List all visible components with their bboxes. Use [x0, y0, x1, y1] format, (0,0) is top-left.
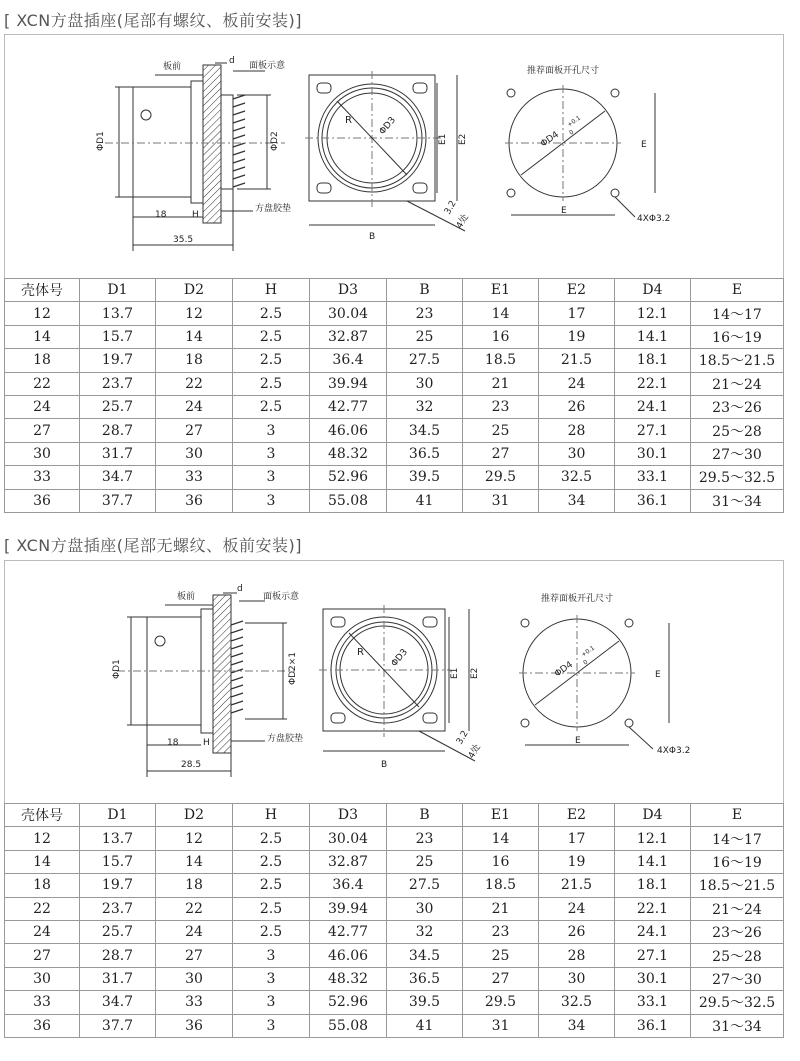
table-cell: 30.04: [310, 827, 387, 850]
table-cell: 14: [156, 850, 233, 873]
table-cell: 31.7: [80, 442, 156, 465]
table-cell: 46.06: [310, 944, 387, 967]
table-header-cell: D3: [310, 804, 387, 827]
table-cell: 42.77: [310, 395, 387, 418]
table-cell: 22: [156, 897, 233, 920]
table-cell: 48.32: [310, 967, 387, 990]
table-cell: 21: [463, 372, 539, 395]
table-cell: 27: [156, 419, 233, 442]
table-row: [5, 442, 784, 465]
label-len-total: 28.5: [181, 760, 202, 770]
drawing-panel: [4, 34, 784, 279]
table-cell: 23～26: [691, 395, 784, 418]
table-cell: 14: [5, 850, 80, 873]
table-cell: 23: [463, 395, 539, 418]
table-header-cell: D3: [310, 279, 387, 302]
table-row: [5, 897, 784, 920]
table-cell: 3: [233, 489, 310, 512]
table-cell: 14: [463, 827, 539, 850]
table-cell: 28.7: [80, 944, 156, 967]
table-cell: 32.5: [539, 991, 615, 1014]
table-header-cell: H: [233, 804, 310, 827]
table-cell: 26: [539, 395, 615, 418]
table-cell: 27.1: [615, 419, 691, 442]
table-cell: 2.5: [233, 372, 310, 395]
table-cell: 55.08: [310, 1014, 387, 1037]
table-cell: 2.5: [233, 827, 310, 850]
table-cell: 18: [5, 349, 80, 372]
table-cell: 27.1: [615, 944, 691, 967]
label-holes: 4XΦ3.2: [657, 746, 691, 756]
table-row: [5, 874, 784, 897]
label-H: H: [203, 738, 210, 748]
table-cell: 22.1: [615, 372, 691, 395]
table-cell: 25: [387, 850, 463, 873]
table-cell: 25～28: [691, 419, 784, 442]
table-cell: 18: [5, 874, 80, 897]
table-cell: 2.5: [233, 920, 310, 943]
table-cell: 34.7: [80, 991, 156, 1014]
label-D2: ΦD2: [270, 131, 280, 151]
label-len18: 18: [167, 738, 179, 748]
table-cell: 27: [463, 967, 539, 990]
table-row: [5, 302, 784, 325]
table-cell: 25: [463, 419, 539, 442]
label-front: 板前: [163, 62, 182, 72]
label-E1: E1: [438, 133, 448, 145]
table-cell: 14: [5, 325, 80, 348]
table-cell: 16: [463, 325, 539, 348]
table-cell: 42.77: [310, 920, 387, 943]
front-view: [305, 71, 465, 231]
label-len-total: 35.5: [173, 235, 194, 245]
section-title: [ XCN方盘插座(尾部有螺纹、板前安装)]: [4, 11, 302, 30]
table-cell: 30: [5, 967, 80, 990]
table-cell: 31～34: [691, 1014, 784, 1037]
label-len18: 18: [155, 210, 167, 220]
table-row: [5, 1014, 784, 1037]
table-cell: 21～24: [691, 372, 784, 395]
table-cell: 16～19: [691, 850, 784, 873]
table-cell: 27.5: [387, 874, 463, 897]
label-D1: ΦD1: [112, 659, 122, 679]
front-view: [319, 605, 475, 761]
table-header-row: [5, 279, 784, 302]
table-cell: 3: [233, 944, 310, 967]
table-header-cell: 壳体号: [5, 804, 80, 827]
table-header-cell: E2: [539, 804, 615, 827]
table-header-cell: E: [691, 804, 784, 827]
table-cell: 55.08: [310, 489, 387, 512]
table-cell: 13.7: [80, 302, 156, 325]
table-cell: 15.7: [80, 850, 156, 873]
table-header-cell: H: [233, 279, 310, 302]
label-E: E: [641, 140, 647, 150]
table-cell: 15.7: [80, 325, 156, 348]
table-cell: 33.1: [615, 466, 691, 489]
table-cell: 29.5～32.5: [691, 466, 784, 489]
table-cell: 36: [5, 489, 80, 512]
table-header-cell: D1: [80, 279, 156, 302]
table-cell: 24: [5, 920, 80, 943]
table-cell: 48.32: [310, 442, 387, 465]
table-cell: 22: [5, 897, 80, 920]
table-cell: 27～30: [691, 442, 784, 465]
table-cell: 32.87: [310, 325, 387, 348]
table-cell: 3: [233, 442, 310, 465]
label-four: 4处: [466, 742, 483, 761]
table-cell: 18.5: [463, 874, 539, 897]
table-cell: 14～17: [691, 302, 784, 325]
table-cell: 36.5: [387, 442, 463, 465]
table-header-cell: E: [691, 279, 784, 302]
table-cell: 25～28: [691, 944, 784, 967]
table-cell: 27～30: [691, 967, 784, 990]
table-cell: 29.5: [463, 466, 539, 489]
table-cell: 30.1: [615, 967, 691, 990]
table-cell: 24: [539, 897, 615, 920]
table-cell: 24: [539, 372, 615, 395]
table-header-cell: D2: [156, 804, 233, 827]
table-cell: 23.7: [80, 372, 156, 395]
table-cell: 34.5: [387, 419, 463, 442]
label-D1: ΦD1: [96, 131, 106, 151]
table-cell: 37.7: [80, 489, 156, 512]
label-H: H: [192, 210, 199, 220]
table-cell: 34.5: [387, 944, 463, 967]
section-title: [ XCN方盘插座(尾部无螺纹、板前安装)]: [4, 536, 302, 555]
table-cell: 36.4: [310, 349, 387, 372]
table-row: [5, 325, 784, 348]
table-cell: 24.1: [615, 920, 691, 943]
cutout-view: [519, 615, 669, 749]
label-gasket: 方盘胶垫: [255, 204, 292, 214]
label-panel: 面板示意: [249, 61, 286, 71]
label-thick: 3.2: [454, 729, 471, 747]
table-body: [5, 827, 784, 1038]
label-E1: E1: [450, 667, 460, 679]
table-cell: 18.1: [615, 349, 691, 372]
table-header-row: [5, 804, 784, 827]
label-four: 4处: [454, 212, 471, 231]
table-header-cell: E2: [539, 279, 615, 302]
table-row: [5, 944, 784, 967]
table-cell: 33: [156, 991, 233, 1014]
table-cell: 24: [156, 920, 233, 943]
table-cell: 39.94: [310, 897, 387, 920]
table-row: [5, 349, 784, 372]
label-E-bottom: E: [561, 206, 567, 216]
table-cell: 33: [5, 466, 80, 489]
table-cell: 33: [5, 991, 80, 1014]
label-D4: ΦD4: [552, 659, 575, 680]
table-cell: 2.5: [233, 874, 310, 897]
table-cell: 31: [463, 489, 539, 512]
table-header-cell: E1: [463, 804, 539, 827]
table-cell: 2.5: [233, 395, 310, 418]
table-row: [5, 466, 784, 489]
table-cell: 12.1: [615, 302, 691, 325]
table-cell: 32.5: [539, 466, 615, 489]
label-R: R: [345, 115, 352, 126]
table-cell: 32: [387, 395, 463, 418]
label-d: d: [237, 584, 243, 594]
label-panel: 面板示意: [263, 592, 300, 602]
table-cell: 39.94: [310, 372, 387, 395]
label-E2: E2: [458, 133, 468, 145]
label-E-bottom: E: [575, 736, 581, 746]
table-cell: 3: [233, 1014, 310, 1037]
table-cell: 36.5: [387, 967, 463, 990]
table-cell: 12.1: [615, 827, 691, 850]
table-cell: 37.7: [80, 1014, 156, 1037]
table-cell: 18.5～21.5: [691, 874, 784, 897]
table-row: [5, 991, 784, 1014]
table-cell: 24: [156, 395, 233, 418]
table-body: [5, 302, 784, 513]
table-cell: 18.5: [463, 349, 539, 372]
table-cell: 29.5: [463, 991, 539, 1014]
table-cell: 3: [233, 466, 310, 489]
table-cell: 28: [539, 944, 615, 967]
table-cell: 36: [156, 1014, 233, 1037]
table-header-cell: B: [387, 279, 463, 302]
label-D3: ΦD3: [389, 647, 410, 669]
table-row: [5, 920, 784, 943]
technical-drawing: [5, 561, 783, 804]
label-d: d: [229, 56, 235, 66]
label-tol-zero: 0: [568, 128, 576, 137]
table-cell: 36: [5, 1014, 80, 1037]
label-front: 板前: [177, 592, 196, 602]
side-view: [105, 63, 285, 251]
table-cell: 14: [463, 302, 539, 325]
table-header-cell: D1: [80, 804, 156, 827]
table-cell: 17: [539, 827, 615, 850]
table-cell: 22: [5, 372, 80, 395]
table-cell: 26: [539, 920, 615, 943]
table-cell: 31～34: [691, 489, 784, 512]
label-R: R: [357, 647, 364, 658]
table-cell: 23: [387, 302, 463, 325]
table-cell: 21.5: [539, 349, 615, 372]
label-D2: ΦD2×1: [288, 651, 298, 685]
table-cell: 34: [539, 489, 615, 512]
table-cell: 28: [539, 419, 615, 442]
table-cell: 21.5: [539, 874, 615, 897]
table-cell: 32: [387, 920, 463, 943]
spec-table: [4, 278, 784, 513]
table-cell: 31: [463, 1014, 539, 1037]
table-cell: 22.1: [615, 897, 691, 920]
table-cell: 30: [5, 442, 80, 465]
table-cell: 27: [156, 944, 233, 967]
label-cutout-title: 推荐面板开孔尺寸: [541, 594, 614, 604]
table-cell: 14: [156, 325, 233, 348]
table-cell: 25.7: [80, 395, 156, 418]
table-cell: 30: [156, 967, 233, 990]
label-E2: E2: [470, 667, 480, 679]
table-cell: 23.7: [80, 897, 156, 920]
table-cell: 12: [5, 302, 80, 325]
table-cell: 16: [463, 850, 539, 873]
drawing-panel: [4, 560, 784, 804]
table-cell: 18: [156, 874, 233, 897]
spec-table: [4, 803, 784, 1038]
table-header-cell: D4: [615, 279, 691, 302]
label-E: E: [655, 670, 661, 680]
table-cell: 23～26: [691, 920, 784, 943]
table-cell: 30: [387, 897, 463, 920]
table-cell: 33.1: [615, 991, 691, 1014]
label-gasket: 方盘胶垫: [267, 734, 304, 744]
label-B: B: [369, 232, 376, 242]
label-tol-plus: +0.1: [566, 114, 583, 129]
table-header-cell: B: [387, 804, 463, 827]
table-row: [5, 419, 784, 442]
table-cell: 19.7: [80, 874, 156, 897]
table-cell: 36: [156, 489, 233, 512]
table-row: [5, 850, 784, 873]
table-cell: 2.5: [233, 325, 310, 348]
table-row: [5, 489, 784, 512]
table-header-cell: 壳体号: [5, 279, 80, 302]
table-cell: 14.1: [615, 850, 691, 873]
table-cell: 14～17: [691, 827, 784, 850]
table-cell: 34.7: [80, 466, 156, 489]
label-B: B: [381, 760, 388, 770]
table-cell: 27.5: [387, 349, 463, 372]
table-cell: 30: [156, 442, 233, 465]
label-D4: ΦD4: [538, 129, 561, 150]
table-cell: 52.96: [310, 991, 387, 1014]
table-cell: 13.7: [80, 827, 156, 850]
table-cell: 28.7: [80, 419, 156, 442]
table-cell: 27: [5, 419, 80, 442]
table-cell: 24.1: [615, 395, 691, 418]
table-row: [5, 395, 784, 418]
table-cell: 18.1: [615, 874, 691, 897]
table-cell: 52.96: [310, 466, 387, 489]
label-D3: ΦD3: [377, 115, 398, 137]
label-tol-zero: 0: [582, 658, 590, 667]
table-cell: 3: [233, 419, 310, 442]
table-row: [5, 372, 784, 395]
table-cell: 19.7: [80, 349, 156, 372]
table-cell: 12: [156, 302, 233, 325]
table-cell: 18: [156, 349, 233, 372]
table-cell: 18.5～21.5: [691, 349, 784, 372]
table-cell: 12: [156, 827, 233, 850]
table-row: [5, 827, 784, 850]
table-cell: 25: [387, 325, 463, 348]
table-cell: 16～19: [691, 325, 784, 348]
table-cell: 29.5～32.5: [691, 991, 784, 1014]
table-cell: 41: [387, 1014, 463, 1037]
table-cell: 2.5: [233, 897, 310, 920]
label-tol-plus: +0.1: [580, 644, 597, 659]
table-cell: 36.1: [615, 1014, 691, 1037]
table-row: [5, 967, 784, 990]
table-cell: 21: [463, 897, 539, 920]
table-cell: 17: [539, 302, 615, 325]
table-cell: 39.5: [387, 991, 463, 1014]
table-cell: 41: [387, 489, 463, 512]
table-cell: 30: [539, 967, 615, 990]
table-cell: 14.1: [615, 325, 691, 348]
table-cell: 2.5: [233, 349, 310, 372]
table-cell: 22: [156, 372, 233, 395]
table-cell: 12: [5, 827, 80, 850]
table-cell: 3: [233, 967, 310, 990]
table-cell: 3: [233, 991, 310, 1014]
table-cell: 30: [387, 372, 463, 395]
table-header-cell: D4: [615, 804, 691, 827]
table-cell: 27: [5, 944, 80, 967]
table-cell: 19: [539, 325, 615, 348]
table-cell: 24: [5, 395, 80, 418]
table-cell: 25: [463, 944, 539, 967]
technical-drawing: [5, 35, 783, 279]
table-cell: 19: [539, 850, 615, 873]
table-cell: 23: [387, 827, 463, 850]
table-cell: 31.7: [80, 967, 156, 990]
table-cell: 33: [156, 466, 233, 489]
table-cell: 32.87: [310, 850, 387, 873]
table-cell: 46.06: [310, 419, 387, 442]
label-thick: 3.2: [442, 199, 459, 217]
table-cell: 27: [463, 442, 539, 465]
table-cell: 30: [539, 442, 615, 465]
table-cell: 34: [539, 1014, 615, 1037]
table-cell: 2.5: [233, 850, 310, 873]
table-cell: 25.7: [80, 920, 156, 943]
table-cell: 39.5: [387, 466, 463, 489]
table-header-cell: E1: [463, 279, 539, 302]
table-cell: 30.1: [615, 442, 691, 465]
cutout-view: [505, 85, 655, 217]
table-cell: 21～24: [691, 897, 784, 920]
table-cell: 2.5: [233, 302, 310, 325]
table-header-cell: D2: [156, 279, 233, 302]
side-view: [117, 593, 295, 777]
label-cutout-title: 推荐面板开孔尺寸: [527, 66, 600, 76]
label-holes: 4XΦ3.2: [637, 214, 671, 224]
table-cell: 36.4: [310, 874, 387, 897]
table-cell: 23: [463, 920, 539, 943]
table-cell: 36.1: [615, 489, 691, 512]
table-cell: 30.04: [310, 302, 387, 325]
